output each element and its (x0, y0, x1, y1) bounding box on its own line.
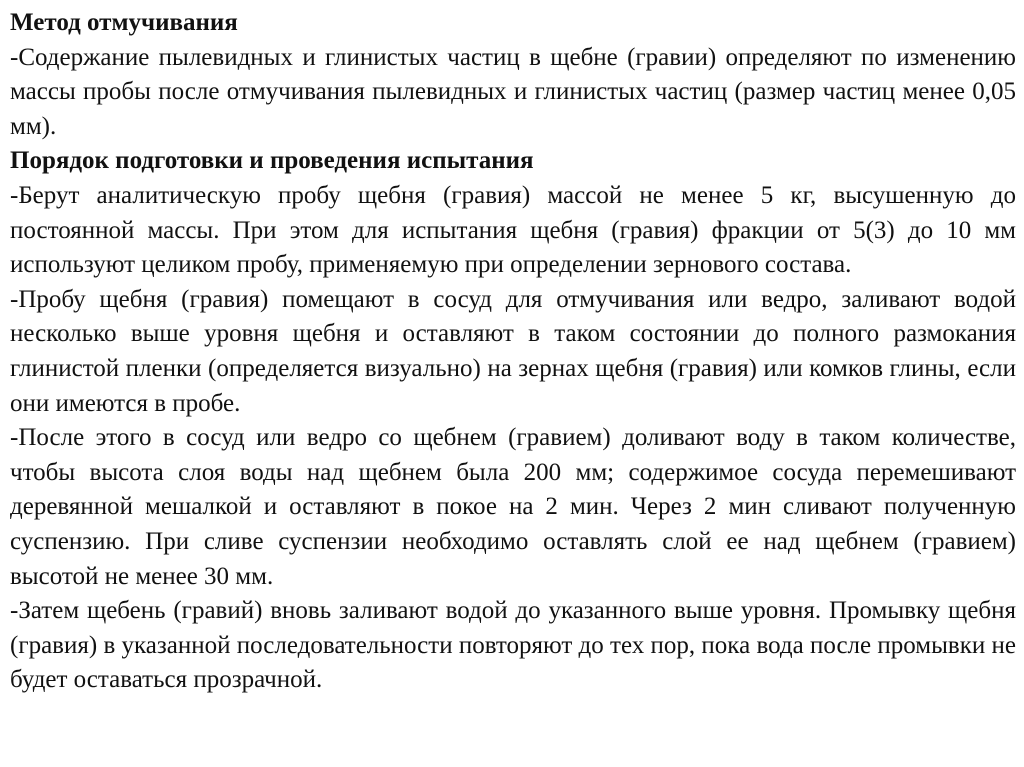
section-heading-method: Метод отмучивания (10, 9, 238, 36)
paragraph-soaking: -Пробу щебня (гравия) помещают в сосуд для отмучивания или ведро, заливают водой несколько выше уровня щебня и оставляют в таком состоянии до полного размокания глинистой пленки (определяется визуально) на зернах щебня (гравия) или комков глины, если они имеются в пробе. (10, 285, 1016, 417)
paragraph-decanting: -После этого в сосуд или ведро со щебнем (гравием) доливают воду в таком количестве, чтобы высота слоя воды над щебнем была 200 мм; содержимое сосуда перемешивают деревянной мешалкой и оставляют в покое на 2 мин. Через 2 мин сливают полученную суспензию. При сливе суспензии необходимо оставлять слой ее над щебнем (гравием) высотой не менее 30 мм. (10, 424, 1016, 590)
paragraph-repeat-washing: -Затем щебень (гравий) вновь заливают водой до указанного выше уровня. Промывку щебня (гравия) в указанной последовательности повторяют до тех пор, пока вода после промывки не будет оставаться прозрачной. (10, 597, 1016, 694)
paragraph-definition: -Содержание пылевидных и глинистых частиц в щебне (гравии) определяют по изменению массы пробы после отмучивания пылевидных и глинистых частиц (размер частиц менее 0,05 мм). (10, 43, 1016, 140)
paragraph-sample-preparation: -Берут аналитическую пробу щебня (гравия) массой не менее 5 кг, высушенную до постоянной массы. При этом для испытания щебня (гравия) фракции от 5(3) до 10 мм используют целиком пробу, применяемую при определении зернового состава. (10, 181, 1016, 279)
document-page (10, 6, 1016, 698)
section-heading-procedure: Порядок подготовки и проведения испытания (10, 147, 534, 175)
